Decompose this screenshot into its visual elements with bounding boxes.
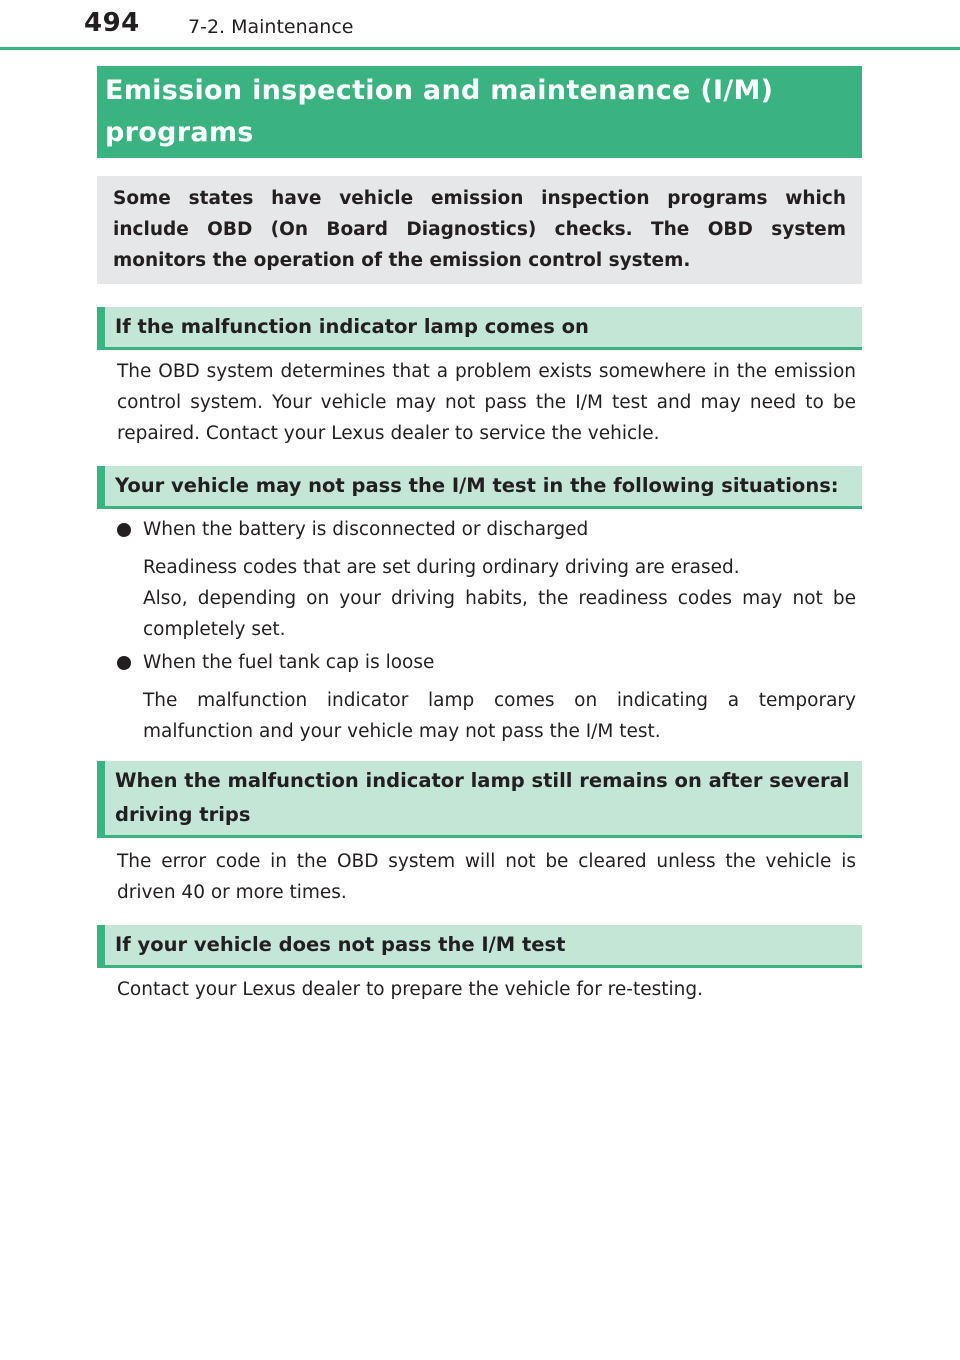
subheading-text: If your vehicle does not pass the I/M test — [115, 933, 566, 956]
list-item-label: When the fuel tank cap is loose — [143, 652, 435, 673]
section-label: 7-2. Maintenance — [188, 16, 354, 38]
subheading-text: Your vehicle may not pass the I/M test in the following situations: — [115, 474, 839, 497]
subheading-not-pass-test — [97, 925, 862, 968]
title-banner — [97, 66, 862, 158]
bullet-icon — [117, 523, 131, 537]
header-divider — [0, 47, 960, 50]
page-title: Emission inspection and maintenance (I/M) programs — [105, 75, 774, 148]
section-text-not-pass-test: Contact your Lexus dealer to prepare the vehicle for re-testing. — [117, 979, 703, 1000]
page-header — [0, 0, 960, 50]
subheading-text: If the malfunction indicator lamp comes on — [115, 315, 589, 338]
list-item-detail: Readiness codes that are set during ordinary driving are erased. — [143, 557, 740, 578]
subheading-lamp-remains-on — [97, 761, 862, 838]
subheading-malfunction-lamp — [97, 307, 862, 350]
section-text-lamp-remains-on: The error code in the OBD system will not be cleared unless the vehicle is driven 40 or more times. — [117, 851, 856, 903]
list-item-label: When the battery is disconnected or discharged — [143, 519, 589, 540]
list-item-detail: The malfunction indicator lamp comes on indicating a temporary malfunction and your vehicle may not pass the I/M test. — [143, 690, 856, 742]
intro-text: Some states have vehicle emission inspection programs which include OBD (On Board Diagnostics) checks. The OBD system monitors the operation of the emission control system. — [113, 188, 846, 271]
subheading-not-pass-situations — [97, 466, 862, 509]
subheading-text: When the malfunction indicator lamp still remains on after several driving trips — [115, 769, 850, 826]
list-item-detail: Also, depending on your driving habits, the readiness codes may not be completely set. — [143, 588, 856, 640]
intro-box — [97, 176, 862, 284]
page-number: 494 — [84, 8, 140, 38]
bullet-icon — [117, 656, 131, 670]
section-text-malfunction-lamp: The OBD system determines that a problem exists somewhere in the emission control system. Your vehicle may not pass the I/M test and may need to be repaired. Contact your Lexus dealer to service the vehicle. — [117, 361, 856, 444]
